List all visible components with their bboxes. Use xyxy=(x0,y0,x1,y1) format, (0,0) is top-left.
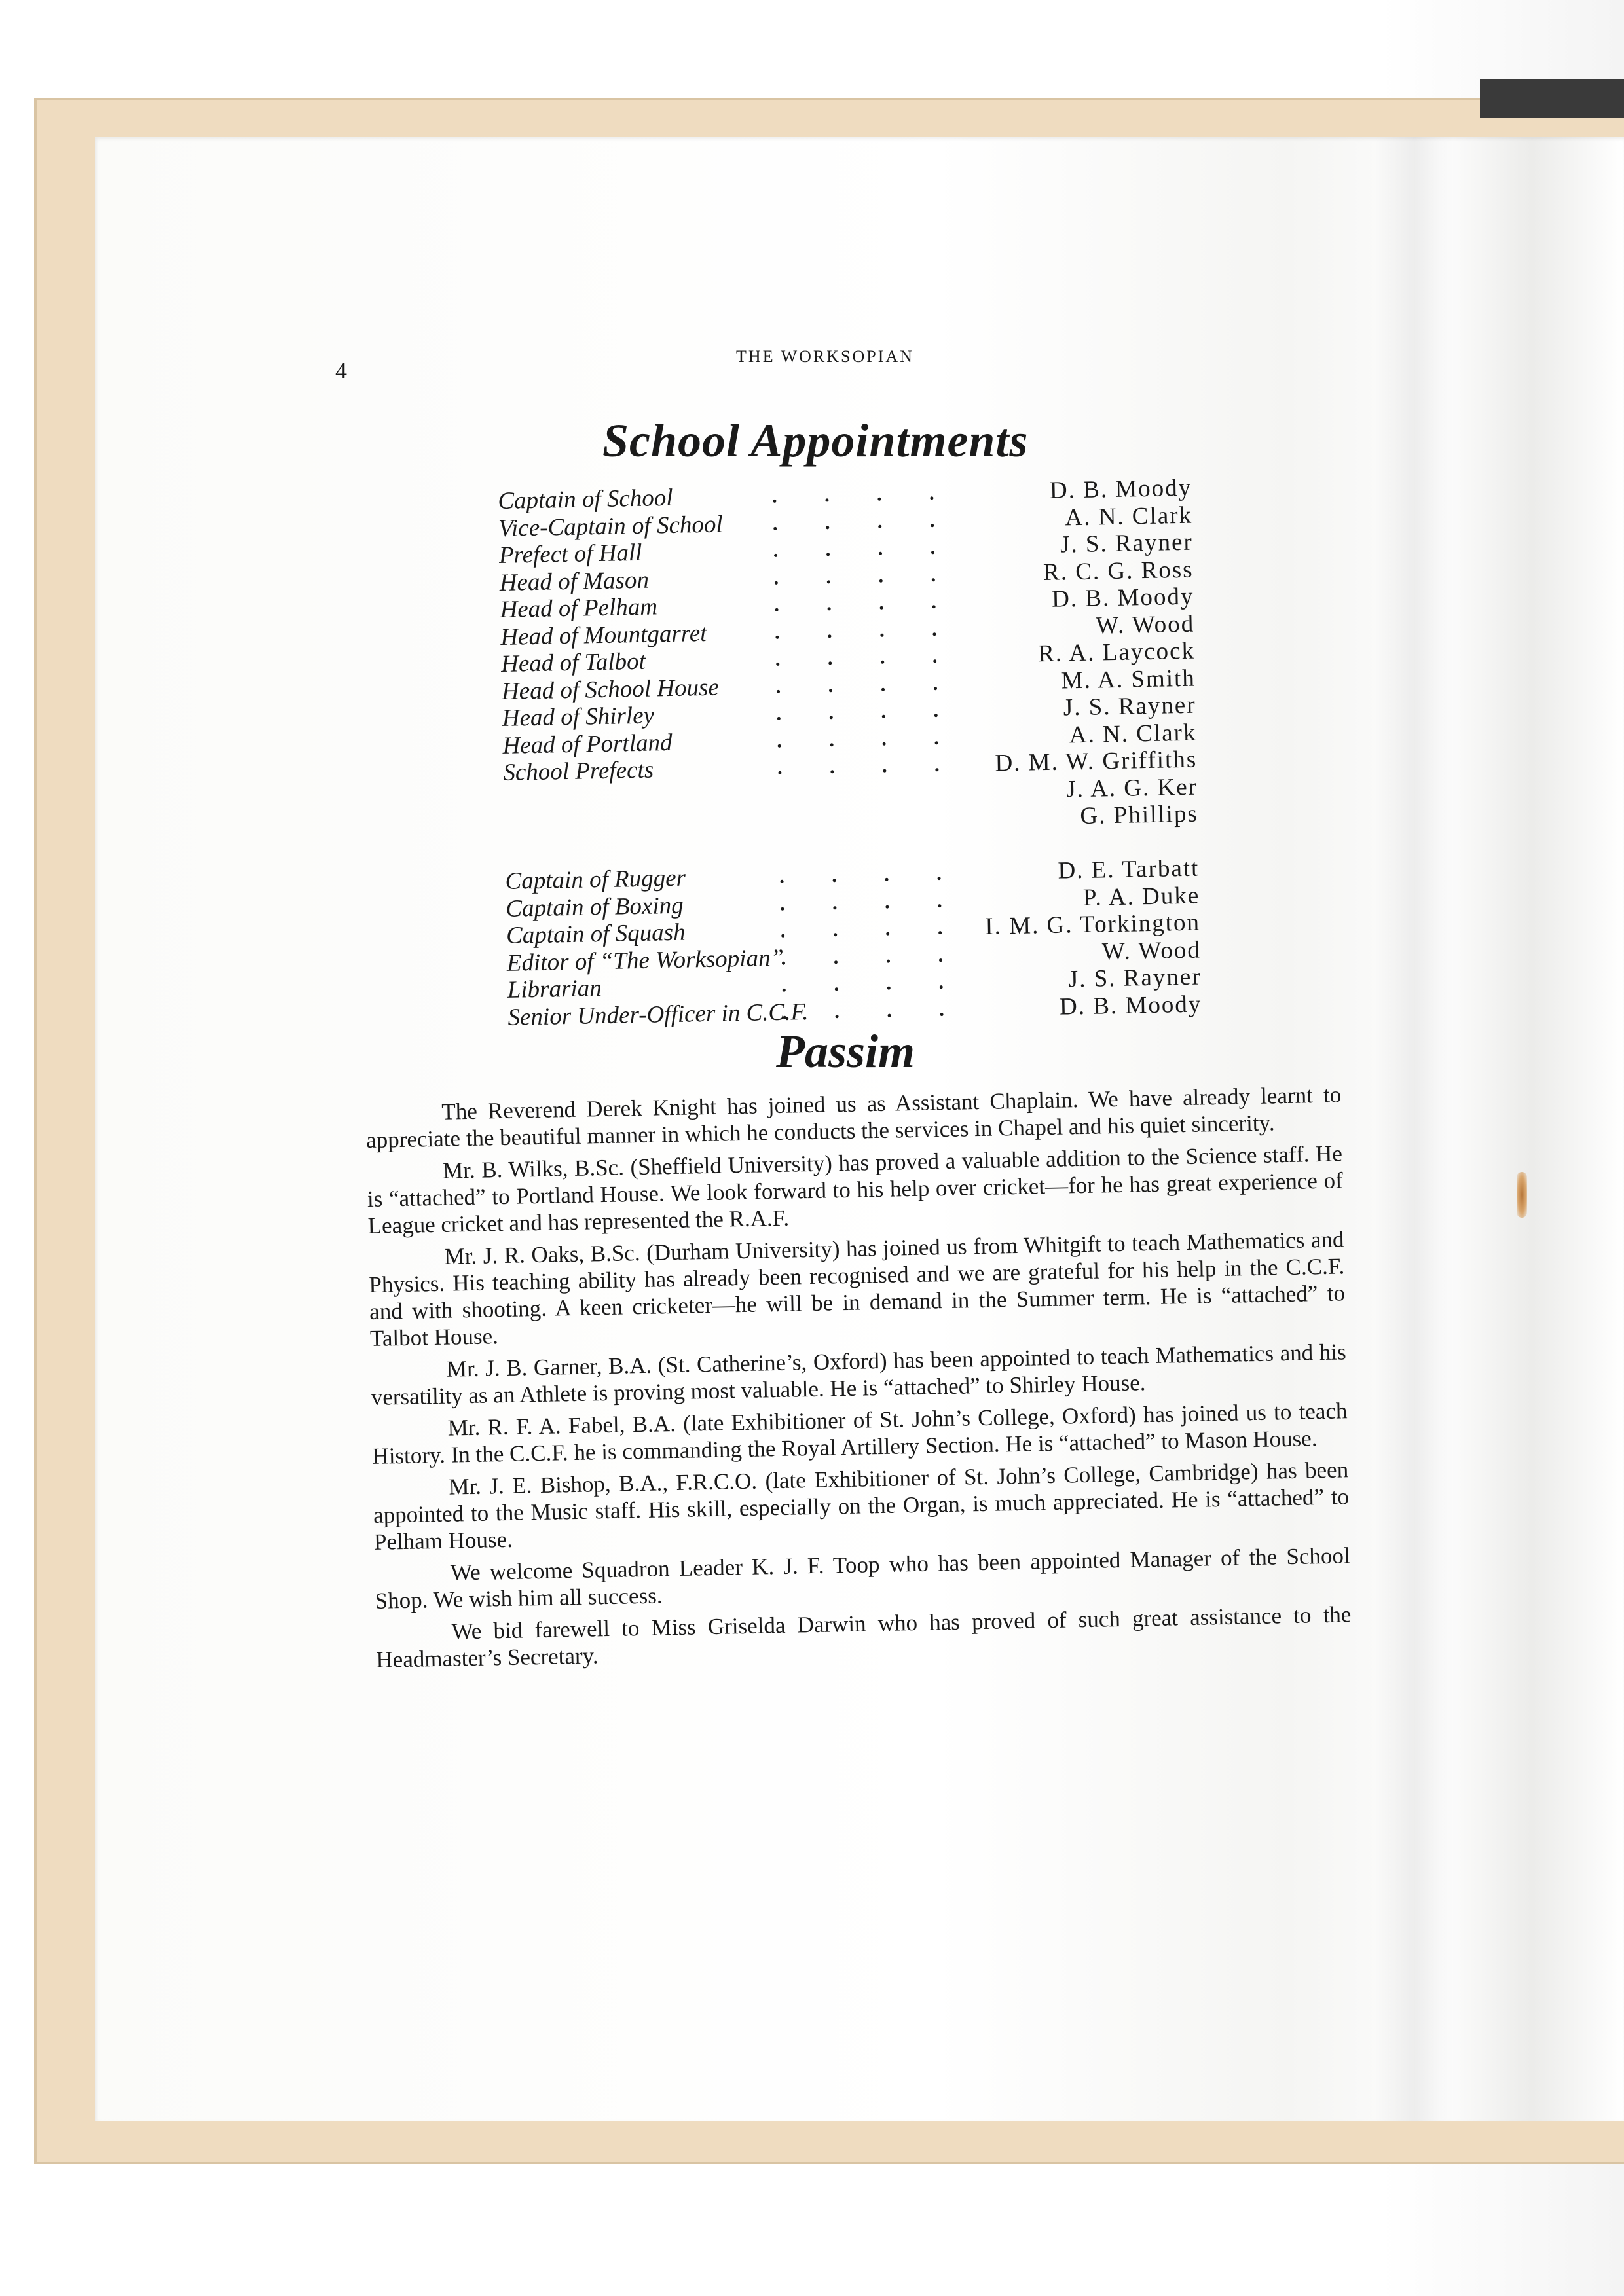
passim-paragraph: Mr. B. Wilks, B.Sc. (Sheffield University) has proved a valuable addition to the Science staff. He is “attached” to Portland House. We look forward to his help over cricket—for he has great experience of League cricket and has represented the R.A.F. xyxy=(367,1140,1344,1239)
appointment-holder: G. Phillips xyxy=(1080,800,1199,830)
appointment-role: Senior Under-Officer in C.C.F. xyxy=(507,998,809,1031)
appointment-role: Head of Mason xyxy=(499,566,650,596)
appointment-holder: W. Wood xyxy=(1101,936,1202,965)
appointment-holder: R. C. G. Ross xyxy=(1043,556,1194,586)
passim-paragraph: Mr. R. F. A. Fabel, B.A. (late Exhibitioner of St. John’s College, Oxford) has joined us to teach History. In the C.C.F. he is commanding the Royal Artillery Section. He is “attached” to Mason House. xyxy=(372,1398,1348,1469)
appointment-role: Vice-Captain of School xyxy=(498,510,724,542)
appointment-holder: D. E. Tarbatt xyxy=(1058,854,1200,884)
appointment-holder: R. A. Laycock xyxy=(1037,637,1196,668)
appointment-holder: D. B. Moody xyxy=(1059,991,1202,1021)
passim-text xyxy=(365,1081,1352,1678)
passim-paragraph: The Reverend Derek Knight has joined us as Assistant Chaplain. We have already learnt to appreciate the beautiful manner in which he conducts the services in Chapel and his quiet sincerity. xyxy=(365,1082,1342,1153)
appointment-holder: J. S. Rayner xyxy=(1063,691,1196,721)
page-fold-shadow xyxy=(1375,137,1454,2121)
appointment-holder: A. N. Clark xyxy=(1064,501,1193,531)
appointment-holder: M. A. Smith xyxy=(1061,665,1196,695)
folder-shadow-edge xyxy=(1480,79,1624,118)
passim-paragraph: We welcome Squadron Leader K. J. F. Toop who has been appointed Manager of the School Shop. We wish him all success. xyxy=(375,1542,1351,1614)
appointment-holder: J. A. G. Ker xyxy=(1065,773,1198,803)
appointment-role: Captain of Boxing xyxy=(505,892,684,922)
appointment-role: Head of School House xyxy=(501,674,720,705)
passim-paragraph: We bid farewell to Miss Griselda Darwin who has proved of such great assistance to the Headmaster’s Secretary. xyxy=(376,1601,1352,1673)
passim-paragraph: Mr. J. R. Oaks, B.Sc. (Durham University) has joined us from Whitgift to teach Mathematics and Physics. His teaching ability has already been recognised and we are grateful for his help in the C.C.F. and with shooting. A keen cricketer—he will be in demand in the Summer term. He is “attached” to Talbot House. xyxy=(369,1226,1346,1351)
appointment-role: Head of Mountgarret xyxy=(500,619,707,651)
appointment-role: Librarian xyxy=(507,975,602,1004)
passim-paragraph: Mr. J. B. Garner, B.A. (St. Catherine’s, Oxford) has been appointed to teach Mathematics and his versatility as an Athlete is proving most valuable. He is “attached” to Shirley House. xyxy=(371,1339,1347,1410)
page-number: 4 xyxy=(335,357,347,384)
rust-stain xyxy=(1517,1172,1527,1218)
appointment-role: Captain of School xyxy=(498,484,673,515)
appointment-holder: P. A. Duke xyxy=(1082,882,1200,911)
running-title: THE WORKSOPIAN xyxy=(736,347,914,366)
passim-paragraph: Mr. J. E. Bishop, B.A., F.R.C.O. (late Exhibitioner of St. John’s College, Cambridge) has been appointed to the Music staff. His skill, especially on the Organ, is much appreciated. He is “attached” to Pelham House. xyxy=(373,1457,1350,1555)
appointment-holder: I. M. G. Torkington xyxy=(984,909,1201,940)
appointment-holder: D. B. Moody xyxy=(1049,474,1192,504)
appointment-role: Captain of Squash xyxy=(506,919,686,949)
appointments-list xyxy=(498,475,1202,1031)
appointment-holder: A. N. Clark xyxy=(1069,719,1197,748)
appointment-role: School Prefects xyxy=(502,756,654,786)
appointment-holder: J. S. Rayner xyxy=(1068,963,1202,993)
appointment-holder: J. S. Rayner xyxy=(1060,528,1194,558)
passim-heading: Passim xyxy=(776,1025,915,1078)
appointment-role: Head of Shirley xyxy=(502,702,655,732)
appointment-role: Head of Talbot xyxy=(500,647,646,678)
appointment-holder: D. B. Moody xyxy=(1051,583,1194,613)
appointment-role: Head of Pelham xyxy=(500,593,658,623)
appointment-holder: D. M. W. Griffiths xyxy=(995,746,1198,777)
appointment-holder: W. Wood xyxy=(1095,610,1195,640)
appointment-role: Captain of Rugger xyxy=(505,864,686,895)
appointment-role: Head of Portland xyxy=(502,729,673,759)
appointment-role: Prefect of Hall xyxy=(498,539,642,569)
appointment-role: Editor of “The Worksopian” xyxy=(506,944,784,977)
appointments-heading: School Appointments xyxy=(602,414,1029,467)
